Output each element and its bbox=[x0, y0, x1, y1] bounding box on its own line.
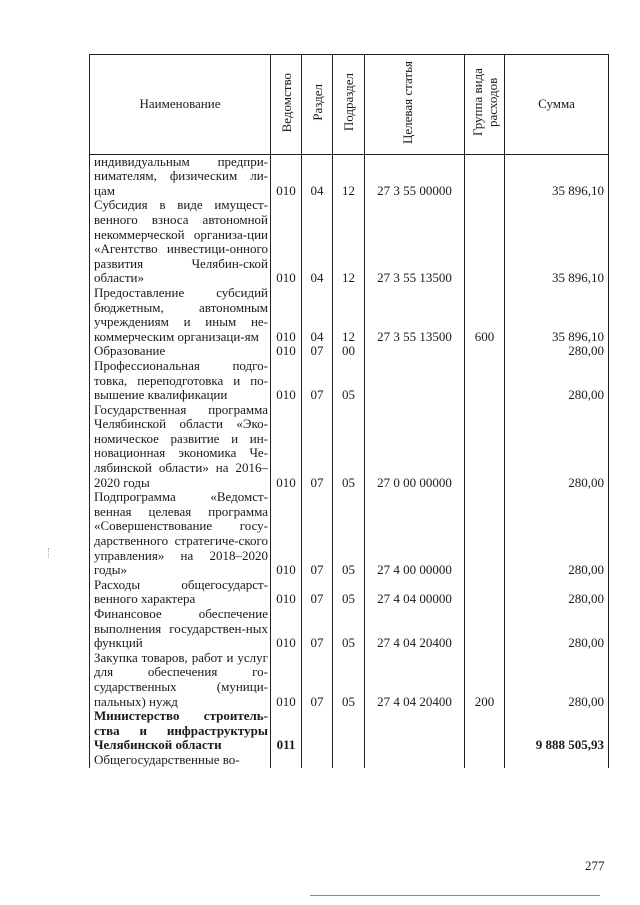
cell-name: Финансовое обеспечение выполнения государствен-ных функций bbox=[90, 607, 271, 651]
table-header-row bbox=[90, 55, 609, 155]
header-gruppa-vida-raskhodov: Группа вида расходов bbox=[465, 55, 505, 155]
table-body bbox=[90, 154, 609, 767]
cell-celevaya-statya: 27 4 04 20400 bbox=[365, 651, 465, 709]
cell-celevaya-statya bbox=[365, 709, 465, 753]
cell-summa: 9 888 505,93 bbox=[505, 709, 609, 753]
cell-podrazdel: 05 bbox=[333, 578, 365, 607]
table-row bbox=[90, 709, 609, 753]
cell-podrazdel: 05 bbox=[333, 607, 365, 651]
cell-vedomstvo: 010 bbox=[271, 154, 302, 198]
cell-name: Подпрограмма «Ведомст-венная целевая программа «Совершенствование госу-дарственного стратегиче-ского управления» на 2018–2020 годы» bbox=[90, 490, 271, 578]
cell-summa: 35 896,10 bbox=[505, 198, 609, 286]
header-vedomstvo: Ведомство bbox=[271, 55, 302, 155]
scan-artifact-line bbox=[310, 895, 600, 896]
cell-summa: 280,00 bbox=[505, 607, 609, 651]
cell-celevaya-statya: 27 0 00 00000 bbox=[365, 403, 465, 491]
cell-razdel: 07 bbox=[302, 344, 333, 359]
cell-name: индивидуальным предпри-нимателям, физическим ли-цам bbox=[90, 154, 271, 198]
cell-gruppa bbox=[465, 490, 505, 578]
cell-razdel: 04 bbox=[302, 154, 333, 198]
table-row bbox=[90, 607, 609, 651]
cell-podrazdel: 00 bbox=[333, 344, 365, 359]
cell-celevaya-statya: 27 3 55 00000 bbox=[365, 154, 465, 198]
table-row bbox=[90, 154, 609, 198]
cell-gruppa: 600 bbox=[465, 286, 505, 344]
cell-name: Предоставление субсидий бюджетным, автономным учреждениям и иным не-коммерческим организаци-ям bbox=[90, 286, 271, 344]
budget-table bbox=[89, 54, 609, 768]
cell-gruppa bbox=[465, 344, 505, 359]
table-row bbox=[90, 286, 609, 344]
table-row bbox=[90, 753, 609, 768]
cell-razdel: 07 bbox=[302, 578, 333, 607]
cell-vedomstvo: 011 bbox=[271, 709, 302, 753]
cell-celevaya-statya bbox=[365, 344, 465, 359]
cell-celevaya-statya bbox=[365, 753, 465, 768]
cell-celevaya-statya: 27 4 04 20400 bbox=[365, 607, 465, 651]
cell-razdel: 07 bbox=[302, 403, 333, 491]
cell-gruppa bbox=[465, 154, 505, 198]
cell-celevaya-statya: 27 3 55 13500 bbox=[365, 286, 465, 344]
cell-podrazdel: 05 bbox=[333, 403, 365, 491]
cell-podrazdel: 05 bbox=[333, 359, 365, 403]
table-row bbox=[90, 578, 609, 607]
cell-gruppa bbox=[465, 359, 505, 403]
cell-gruppa bbox=[465, 709, 505, 753]
cell-name: Закупка товаров, работ и услуг для обеспечения го-сударственных (муници-пальных) нужд bbox=[90, 651, 271, 709]
cell-razdel: 04 bbox=[302, 198, 333, 286]
cell-celevaya-statya: 27 4 00 00000 bbox=[365, 490, 465, 578]
cell-podrazdel bbox=[333, 709, 365, 753]
cell-vedomstvo: 010 bbox=[271, 490, 302, 578]
cell-summa: 280,00 bbox=[505, 578, 609, 607]
page-number: 277 bbox=[585, 858, 605, 873]
table-row bbox=[90, 344, 609, 359]
cell-summa bbox=[505, 753, 609, 768]
cell-vedomstvo: 010 bbox=[271, 286, 302, 344]
header-celevaya-statya: Целевая статья bbox=[365, 55, 465, 155]
cell-celevaya-statya: 27 3 55 13500 bbox=[365, 198, 465, 286]
cell-gruppa bbox=[465, 198, 505, 286]
cell-vedomstvo: 010 bbox=[271, 403, 302, 491]
cell-razdel bbox=[302, 753, 333, 768]
cell-vedomstvo: 010 bbox=[271, 651, 302, 709]
cell-name: Расходы общегосударст-венного характера bbox=[90, 578, 271, 607]
cell-summa: 280,00 bbox=[505, 344, 609, 359]
cell-summa: 280,00 bbox=[505, 651, 609, 709]
cell-vedomstvo: 010 bbox=[271, 607, 302, 651]
cell-vedomstvo: 010 bbox=[271, 359, 302, 403]
table-row bbox=[90, 359, 609, 403]
cell-summa: 280,00 bbox=[505, 403, 609, 491]
cell-razdel: 07 bbox=[302, 490, 333, 578]
table-row bbox=[90, 198, 609, 286]
cell-celevaya-statya: 27 4 04 00000 bbox=[365, 578, 465, 607]
header-razdel: Раздел bbox=[302, 55, 333, 155]
cell-razdel: 07 bbox=[302, 651, 333, 709]
cell-name: Образование bbox=[90, 344, 271, 359]
table-row bbox=[90, 651, 609, 709]
header-podrazdel: Подраздел bbox=[333, 55, 365, 155]
cell-vedomstvo: 010 bbox=[271, 578, 302, 607]
cell-gruppa: 200 bbox=[465, 651, 505, 709]
cell-podrazdel: 05 bbox=[333, 490, 365, 578]
cell-razdel: 04 bbox=[302, 286, 333, 344]
cell-podrazdel bbox=[333, 753, 365, 768]
cell-vedomstvo: 010 bbox=[271, 344, 302, 359]
cell-gruppa bbox=[465, 578, 505, 607]
cell-name: Профессиональная подго-товка, переподготовка и по-вышение квалификации bbox=[90, 359, 271, 403]
cell-razdel bbox=[302, 709, 333, 753]
header-summa: Сумма bbox=[505, 55, 609, 155]
header-name: Наименование bbox=[90, 55, 271, 155]
cell-podrazdel: 12 bbox=[333, 286, 365, 344]
cell-gruppa bbox=[465, 753, 505, 768]
cell-podrazdel: 12 bbox=[333, 154, 365, 198]
cell-name: Общегосударственные во- bbox=[90, 753, 271, 768]
cell-name: Субсидия в виде имущест-венного взноса автономной некоммерческой организа-ции «Агентство инвестици-онного развития Челябин-ской области» bbox=[90, 198, 271, 286]
table-row bbox=[90, 490, 609, 578]
cell-podrazdel: 12 bbox=[333, 198, 365, 286]
cell-podrazdel: 05 bbox=[333, 651, 365, 709]
cell-razdel: 07 bbox=[302, 359, 333, 403]
cell-vedomstvo bbox=[271, 753, 302, 768]
cell-name: Министерство строитель-ства и инфраструктуры Челябинской области bbox=[90, 709, 271, 753]
cell-gruppa bbox=[465, 607, 505, 651]
cell-gruppa bbox=[465, 403, 505, 491]
cell-razdel: 07 bbox=[302, 607, 333, 651]
cell-summa: 280,00 bbox=[505, 490, 609, 578]
cell-celevaya-statya bbox=[365, 359, 465, 403]
cell-summa: 35 896,10 bbox=[505, 286, 609, 344]
cell-name: Государственная программа Челябинской области «Эко-номическое развитие и ин-новационная экономика Че-лябинской области» на 2016–2020 годы bbox=[90, 403, 271, 491]
cell-vedomstvo: 010 bbox=[271, 198, 302, 286]
cell-summa: 35 896,10 bbox=[505, 154, 609, 198]
cell-summa: 280,00 bbox=[505, 359, 609, 403]
table-row bbox=[90, 403, 609, 491]
scan-artifact-dots bbox=[48, 548, 50, 558]
